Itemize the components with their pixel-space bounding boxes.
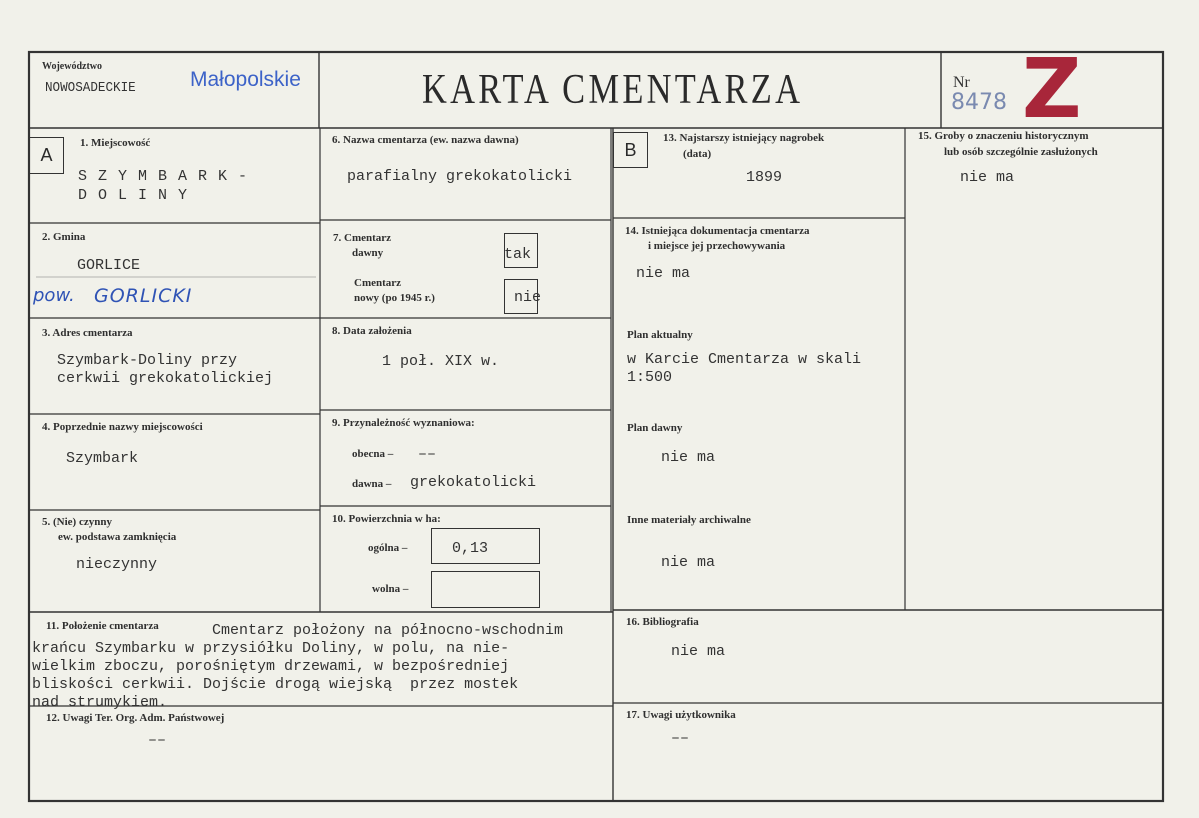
- field-17-value: ––: [671, 730, 690, 747]
- field-2-value: GORLICE: [77, 257, 141, 274]
- field-16-value: nie ma: [671, 643, 726, 660]
- field-11-line-2: krańcu Szymbarku w przysiółku Doliny, w polu, na nie-: [32, 640, 510, 657]
- field-11-line-4: bliskości cerkwii. Dojście drogą wiejską przez mostek: [32, 676, 519, 693]
- field-2-label: 2. Gmina: [42, 231, 86, 243]
- field-9-obecna-value: ––: [418, 446, 437, 463]
- field-10-label: 10. Powierzchnia w ha:: [332, 513, 441, 525]
- field-7-dawny-value: tak: [504, 246, 532, 263]
- field-13-label-2: (data): [683, 148, 712, 160]
- field-11-line-3: wielkim zboczu, porośniętym drzewami, w bezpośredniej: [32, 658, 510, 675]
- field-8-value: 1 poł. XIX w.: [382, 353, 500, 370]
- wojewodztwo-label: Województwo: [42, 61, 102, 72]
- field-3-label: 3. Adres cmentarza: [42, 327, 133, 339]
- field-13-label-1: 13. Najstarszy istniejący nagrobek: [663, 132, 825, 144]
- nr-label: Nr: [953, 74, 970, 91]
- field-14-value: nie ma: [636, 265, 691, 282]
- field-6-value: parafialny grekokatolicki: [347, 168, 573, 185]
- wojewodztwo-value: NOWOSADECKIE: [45, 80, 136, 96]
- field-7-label-2: dawny: [352, 247, 384, 259]
- field-10-wolna-box: [431, 571, 540, 608]
- field-1-line-1: S Z Y M B A R K -: [78, 168, 248, 185]
- inne-materialy-label: Inne materiały archiwalne: [627, 514, 751, 526]
- z-mark-icon: Z: [1022, 42, 1082, 137]
- field-9-dawna-label: dawna –: [352, 478, 392, 490]
- field-9-label: 9. Przynależność wyznaniowa:: [332, 417, 475, 429]
- field-11-line-1: Cmentarz położony na północno-wschodnim: [212, 622, 564, 639]
- field-5-value: nieczynny: [76, 556, 158, 573]
- field-8-label: 8. Data założenia: [332, 325, 412, 337]
- field-1-label: 1. Miejscowość: [80, 137, 151, 149]
- plan-dawny-label: Plan dawny: [627, 422, 683, 434]
- field-12-label: 12. Uwagi Ter. Org. Adm. Państwowej: [46, 712, 225, 724]
- field-5-label-2: ew. podstawa zamknięcia: [58, 531, 177, 543]
- field-3-line-1: Szymbark-Doliny przy: [57, 352, 238, 369]
- field-15-label-2: lub osób szczególnie zasłużonych: [944, 146, 1098, 158]
- field-6-label: 6. Nazwa cmentarza (ew. nazwa dawna): [332, 134, 519, 146]
- field-7-nowy-value: nie: [514, 289, 542, 306]
- field-11-line-5: nad strumykiem.: [32, 694, 168, 711]
- plan-aktualny-line-2: 1:500: [627, 369, 673, 386]
- region-stamp: Małopolskie: [190, 68, 301, 91]
- field-10-ogolna-value: 0,13: [452, 540, 489, 557]
- field-7-label-3: Cmentarz: [354, 277, 402, 289]
- field-14-label-2: i miejsce jej przechowywania: [648, 240, 786, 252]
- plan-aktualny-label: Plan aktualny: [627, 329, 693, 341]
- field-15-label-1: 15. Groby o znaczeniu historycznym: [918, 130, 1089, 142]
- section-b-box: B: [613, 132, 648, 168]
- plan-dawny-value: nie ma: [661, 449, 716, 466]
- field-16-label: 16. Bibliografia: [626, 616, 699, 628]
- field-17-label: 17. Uwagi użytkownika: [626, 709, 736, 721]
- inne-materialy-value: nie ma: [661, 554, 716, 571]
- field-9-dawna-value: grekokatolicki: [410, 474, 537, 491]
- field-7-label-1: 7. Cmentarz: [333, 232, 392, 244]
- field-3-line-2: cerkwii grekokatolickiej: [57, 370, 274, 387]
- field-9-obecna-label: obecna –: [352, 448, 394, 460]
- field-7-label-4: nowy (po 1945 r.): [354, 292, 435, 304]
- plan-aktualny-line-1: w Karcie Cmentarza w skali: [627, 351, 862, 368]
- field-12-value: ––: [148, 732, 167, 749]
- field-1-line-2: D O L I N Y: [78, 187, 188, 204]
- field-13-value: 1899: [746, 169, 783, 186]
- field-2-hand-prefix: pow.: [33, 285, 75, 306]
- field-10-ogolna-label: ogólna –: [368, 542, 408, 554]
- nr-value: 8478: [951, 90, 1007, 115]
- field-4-value: Szymbark: [66, 450, 139, 467]
- field-2-hand-value: GORLICKI: [94, 285, 193, 307]
- card-title: KARTA CMENTARZA: [422, 67, 804, 113]
- field-15-value: nie ma: [960, 169, 1015, 186]
- field-14-label-1: 14. Istniejąca dokumentacja cmentarza: [625, 225, 810, 237]
- field-5-label-1: 5. (Nie) czynny: [42, 516, 112, 528]
- section-a-box: A: [29, 137, 64, 174]
- field-4-label: 4. Poprzednie nazwy miejscowości: [42, 421, 203, 433]
- field-11-label: 11. Położenie cmentarza: [46, 620, 159, 632]
- field-10-wolna-label: wolna –: [372, 583, 409, 595]
